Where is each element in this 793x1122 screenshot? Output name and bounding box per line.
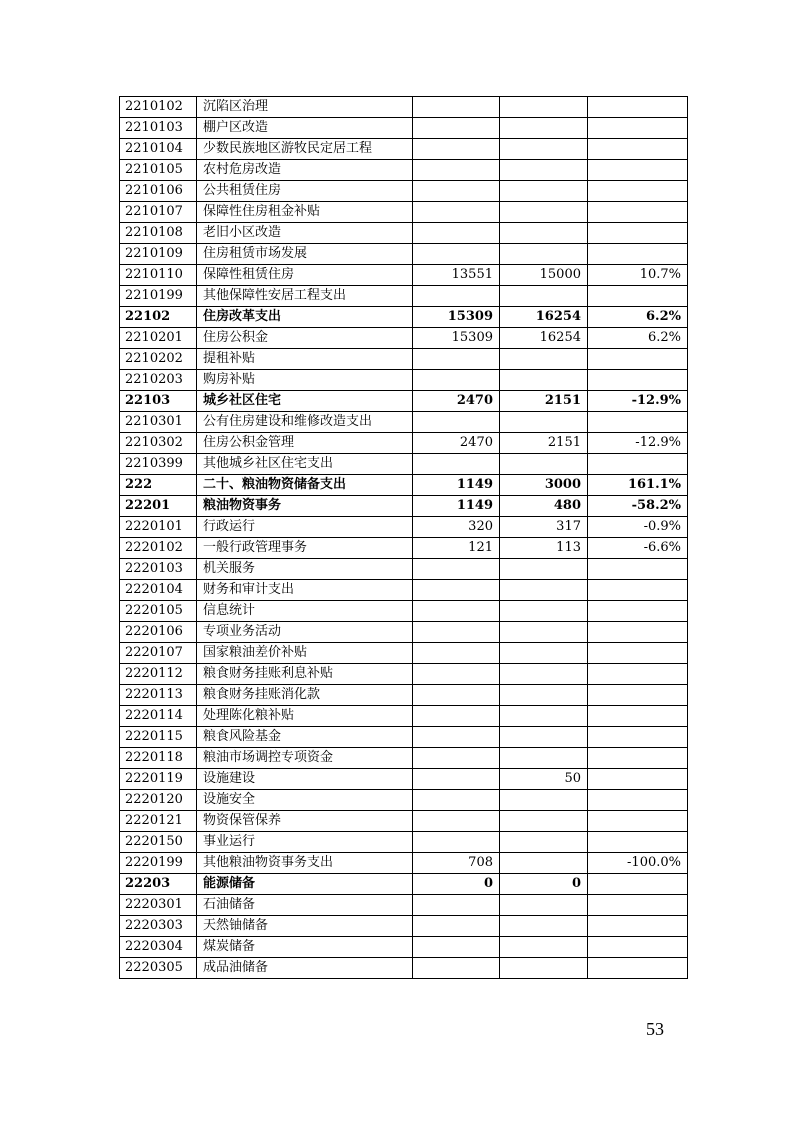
table-row (120, 895, 688, 916)
cell-name: 成品油储备 (197, 958, 413, 979)
cell-code: 2210301 (120, 412, 197, 433)
cell-value-current (500, 601, 588, 622)
cell-code: 22102 (120, 307, 197, 328)
table-row (120, 853, 688, 874)
cell-value-prev: 2470 (413, 433, 500, 454)
cell-name: 国家粮油差价补贴 (197, 643, 413, 664)
table-row (120, 874, 688, 895)
cell-change-pct (588, 895, 688, 916)
cell-change-pct (588, 286, 688, 307)
cell-change-pct (588, 559, 688, 580)
cell-change-pct (588, 874, 688, 895)
cell-change-pct: -12.9% (588, 391, 688, 412)
cell-value-current (500, 580, 588, 601)
cell-value-prev (413, 664, 500, 685)
cell-value-prev (413, 139, 500, 160)
cell-change-pct (588, 748, 688, 769)
cell-value-prev: 708 (413, 853, 500, 874)
cell-code: 22203 (120, 874, 197, 895)
cell-value-prev: 2470 (413, 391, 500, 412)
cell-name: 粮食财务挂账利息补贴 (197, 664, 413, 685)
cell-value-current: 0 (500, 874, 588, 895)
cell-change-pct: 6.2% (588, 307, 688, 328)
cell-name: 购房补贴 (197, 370, 413, 391)
table-row (120, 370, 688, 391)
cell-value-current (500, 790, 588, 811)
cell-value-prev (413, 748, 500, 769)
cell-name: 少数民族地区游牧民定居工程 (197, 139, 413, 160)
table-row (120, 454, 688, 475)
cell-name: 设施建设 (197, 769, 413, 790)
cell-value-prev: 0 (413, 874, 500, 895)
table-row (120, 706, 688, 727)
cell-change-pct (588, 937, 688, 958)
cell-code: 22201 (120, 496, 197, 517)
table-row (120, 307, 688, 328)
table-row (120, 181, 688, 202)
cell-value-prev (413, 181, 500, 202)
table-row (120, 559, 688, 580)
cell-value-prev (413, 412, 500, 433)
cell-name: 住房公积金 (197, 328, 413, 349)
table-row (120, 160, 688, 181)
table-row (120, 664, 688, 685)
cell-value-current: 2151 (500, 391, 588, 412)
table-row (120, 538, 688, 559)
cell-name: 老旧小区改造 (197, 223, 413, 244)
cell-name: 财务和审计支出 (197, 580, 413, 601)
table-row (120, 496, 688, 517)
cell-value-current: 3000 (500, 475, 588, 496)
cell-change-pct (588, 664, 688, 685)
cell-value-current (500, 895, 588, 916)
cell-code: 2220107 (120, 643, 197, 664)
cell-value-prev (413, 223, 500, 244)
cell-name: 粮油物资事务 (197, 496, 413, 517)
cell-code: 2220118 (120, 748, 197, 769)
cell-value-current: 16254 (500, 328, 588, 349)
table-row (120, 517, 688, 538)
cell-value-current: 113 (500, 538, 588, 559)
cell-code: 2220106 (120, 622, 197, 643)
cell-name: 公有住房建设和维修改造支出 (197, 412, 413, 433)
cell-code: 2220103 (120, 559, 197, 580)
cell-name: 住房公积金管理 (197, 433, 413, 454)
cell-name: 保障性租赁住房 (197, 265, 413, 286)
cell-value-prev (413, 685, 500, 706)
cell-value-prev: 1149 (413, 475, 500, 496)
cell-name: 事业运行 (197, 832, 413, 853)
cell-change-pct (588, 727, 688, 748)
cell-value-current (500, 832, 588, 853)
cell-name: 能源储备 (197, 874, 413, 895)
cell-value-current (500, 706, 588, 727)
cell-value-current (500, 118, 588, 139)
cell-value-current (500, 454, 588, 475)
cell-value-prev (413, 370, 500, 391)
cell-change-pct (588, 580, 688, 601)
cell-value-prev (413, 937, 500, 958)
cell-change-pct (588, 811, 688, 832)
cell-value-prev: 320 (413, 517, 500, 538)
table-row (120, 475, 688, 496)
cell-code: 2220150 (120, 832, 197, 853)
cell-value-current: 317 (500, 517, 588, 538)
table-row (120, 97, 688, 118)
cell-name: 沉陷区治理 (197, 97, 413, 118)
cell-change-pct (588, 958, 688, 979)
table-row (120, 790, 688, 811)
cell-value-current: 50 (500, 769, 588, 790)
cell-change-pct (588, 160, 688, 181)
cell-value-prev (413, 97, 500, 118)
cell-code: 2210201 (120, 328, 197, 349)
cell-value-current (500, 685, 588, 706)
cell-code: 2220115 (120, 727, 197, 748)
cell-code: 2220305 (120, 958, 197, 979)
table-row (120, 958, 688, 979)
cell-value-current: 15000 (500, 265, 588, 286)
cell-name: 设施安全 (197, 790, 413, 811)
cell-change-pct (588, 202, 688, 223)
cell-name: 住房改革支出 (197, 307, 413, 328)
cell-name: 保障性住房租金补贴 (197, 202, 413, 223)
cell-value-prev (413, 118, 500, 139)
cell-value-prev (413, 160, 500, 181)
table-row (120, 580, 688, 601)
cell-change-pct: -12.9% (588, 433, 688, 454)
cell-value-current (500, 622, 588, 643)
cell-value-current (500, 643, 588, 664)
cell-code: 2220199 (120, 853, 197, 874)
cell-value-current (500, 958, 588, 979)
table-row (120, 622, 688, 643)
cell-name: 住房租赁市场发展 (197, 244, 413, 265)
cell-name: 棚户区改造 (197, 118, 413, 139)
cell-change-pct (588, 706, 688, 727)
cell-name: 其他城乡社区住宅支出 (197, 454, 413, 475)
cell-change-pct (588, 685, 688, 706)
cell-value-current (500, 937, 588, 958)
cell-value-prev (413, 601, 500, 622)
cell-name: 二十、粮油物资储备支出 (197, 475, 413, 496)
cell-value-current (500, 853, 588, 874)
table-row (120, 328, 688, 349)
cell-code: 2210104 (120, 139, 197, 160)
cell-name: 煤炭储备 (197, 937, 413, 958)
cell-code: 2210105 (120, 160, 197, 181)
cell-code: 2210110 (120, 265, 197, 286)
cell-value-current (500, 139, 588, 160)
table-row (120, 412, 688, 433)
table-row (120, 202, 688, 223)
cell-code: 2220121 (120, 811, 197, 832)
cell-change-pct (588, 118, 688, 139)
cell-code: 2220114 (120, 706, 197, 727)
cell-name: 物资保管保养 (197, 811, 413, 832)
cell-value-prev: 15309 (413, 328, 500, 349)
page-number: 53 (646, 1019, 664, 1039)
cell-name: 农村危房改造 (197, 160, 413, 181)
cell-code: 22103 (120, 391, 197, 412)
cell-change-pct (588, 139, 688, 160)
cell-value-prev: 1149 (413, 496, 500, 517)
cell-change-pct (588, 832, 688, 853)
cell-value-prev (413, 895, 500, 916)
cell-value-current (500, 181, 588, 202)
cell-code: 2220101 (120, 517, 197, 538)
cell-change-pct: -0.9% (588, 517, 688, 538)
cell-name: 粮食风险基金 (197, 727, 413, 748)
cell-name: 专项业务活动 (197, 622, 413, 643)
table-row (120, 244, 688, 265)
cell-code: 2220104 (120, 580, 197, 601)
table-row (120, 601, 688, 622)
cell-code: 2210109 (120, 244, 197, 265)
cell-change-pct (588, 244, 688, 265)
table-row (120, 286, 688, 307)
cell-value-current (500, 286, 588, 307)
table-row (120, 832, 688, 853)
table-row (120, 349, 688, 370)
cell-change-pct (588, 916, 688, 937)
cell-value-current: 2151 (500, 433, 588, 454)
cell-code: 2210107 (120, 202, 197, 223)
cell-value-prev (413, 622, 500, 643)
cell-change-pct (588, 181, 688, 202)
cell-value-current (500, 412, 588, 433)
cell-value-prev (413, 643, 500, 664)
cell-code: 222 (120, 475, 197, 496)
cell-change-pct: 161.1% (588, 475, 688, 496)
cell-value-prev (413, 580, 500, 601)
cell-value-current (500, 202, 588, 223)
cell-change-pct (588, 622, 688, 643)
table-row (120, 685, 688, 706)
cell-name: 其他粮油物资事务支出 (197, 853, 413, 874)
cell-value-current (500, 916, 588, 937)
cell-name: 一般行政管理事务 (197, 538, 413, 559)
cell-code: 2210202 (120, 349, 197, 370)
table-row (120, 118, 688, 139)
table-row (120, 811, 688, 832)
cell-name: 城乡社区住宅 (197, 391, 413, 412)
cell-value-prev (413, 559, 500, 580)
cell-name: 粮油市场调控专项资金 (197, 748, 413, 769)
cell-value-prev (413, 811, 500, 832)
cell-change-pct: -100.0% (588, 853, 688, 874)
cell-code: 2210108 (120, 223, 197, 244)
cell-name: 天然铀储备 (197, 916, 413, 937)
cell-code: 2210199 (120, 286, 197, 307)
cell-value-prev (413, 790, 500, 811)
cell-value-prev (413, 202, 500, 223)
cell-change-pct (588, 349, 688, 370)
cell-change-pct (588, 454, 688, 475)
cell-change-pct (588, 643, 688, 664)
cell-code: 2220113 (120, 685, 197, 706)
table-row (120, 223, 688, 244)
cell-code: 2220120 (120, 790, 197, 811)
table-row (120, 391, 688, 412)
budget-table (119, 96, 688, 979)
table-body (120, 97, 688, 979)
cell-value-prev: 121 (413, 538, 500, 559)
cell-value-prev (413, 832, 500, 853)
cell-value-prev (413, 286, 500, 307)
cell-code: 2220112 (120, 664, 197, 685)
cell-value-prev (413, 244, 500, 265)
cell-value-current (500, 370, 588, 391)
table-row (120, 139, 688, 160)
cell-name: 公共租赁住房 (197, 181, 413, 202)
cell-value-prev: 13551 (413, 265, 500, 286)
cell-name: 粮食财务挂账消化款 (197, 685, 413, 706)
cell-value-current (500, 748, 588, 769)
cell-code: 2220102 (120, 538, 197, 559)
cell-value-current (500, 223, 588, 244)
table-row (120, 727, 688, 748)
cell-name: 行政运行 (197, 517, 413, 538)
cell-code: 2210203 (120, 370, 197, 391)
cell-change-pct: -58.2% (588, 496, 688, 517)
cell-value-prev (413, 727, 500, 748)
cell-change-pct: -6.6% (588, 538, 688, 559)
cell-value-prev (413, 706, 500, 727)
cell-value-current (500, 97, 588, 118)
cell-code: 2210399 (120, 454, 197, 475)
cell-value-prev (413, 769, 500, 790)
cell-value-current (500, 244, 588, 265)
cell-change-pct (588, 223, 688, 244)
table-row (120, 265, 688, 286)
cell-name: 提租补贴 (197, 349, 413, 370)
cell-code: 2210103 (120, 118, 197, 139)
cell-value-current (500, 664, 588, 685)
cell-code: 2210106 (120, 181, 197, 202)
table-row (120, 433, 688, 454)
cell-value-current (500, 811, 588, 832)
table-row (120, 643, 688, 664)
cell-value-current (500, 349, 588, 370)
table-row (120, 769, 688, 790)
cell-change-pct (588, 370, 688, 391)
cell-value-current (500, 559, 588, 580)
cell-change-pct (588, 769, 688, 790)
cell-code: 2220303 (120, 916, 197, 937)
cell-value-current (500, 727, 588, 748)
cell-name: 处理陈化粮补贴 (197, 706, 413, 727)
cell-name: 信息统计 (197, 601, 413, 622)
cell-value-prev (413, 349, 500, 370)
cell-change-pct (588, 97, 688, 118)
cell-value-current: 16254 (500, 307, 588, 328)
cell-value-current: 480 (500, 496, 588, 517)
cell-code: 2210102 (120, 97, 197, 118)
table-row (120, 748, 688, 769)
cell-change-pct (588, 412, 688, 433)
cell-name: 机关服务 (197, 559, 413, 580)
cell-name: 石油储备 (197, 895, 413, 916)
cell-value-prev: 15309 (413, 307, 500, 328)
cell-name: 其他保障性安居工程支出 (197, 286, 413, 307)
cell-code: 2220301 (120, 895, 197, 916)
cell-change-pct: 10.7% (588, 265, 688, 286)
cell-value-current (500, 160, 588, 181)
cell-change-pct: 6.2% (588, 328, 688, 349)
cell-code: 2220105 (120, 601, 197, 622)
cell-code: 2210302 (120, 433, 197, 454)
table-row (120, 937, 688, 958)
cell-change-pct (588, 790, 688, 811)
cell-change-pct (588, 601, 688, 622)
cell-value-prev (413, 916, 500, 937)
cell-value-prev (413, 958, 500, 979)
cell-code: 2220304 (120, 937, 197, 958)
table-row (120, 916, 688, 937)
cell-value-prev (413, 454, 500, 475)
cell-code: 2220119 (120, 769, 197, 790)
